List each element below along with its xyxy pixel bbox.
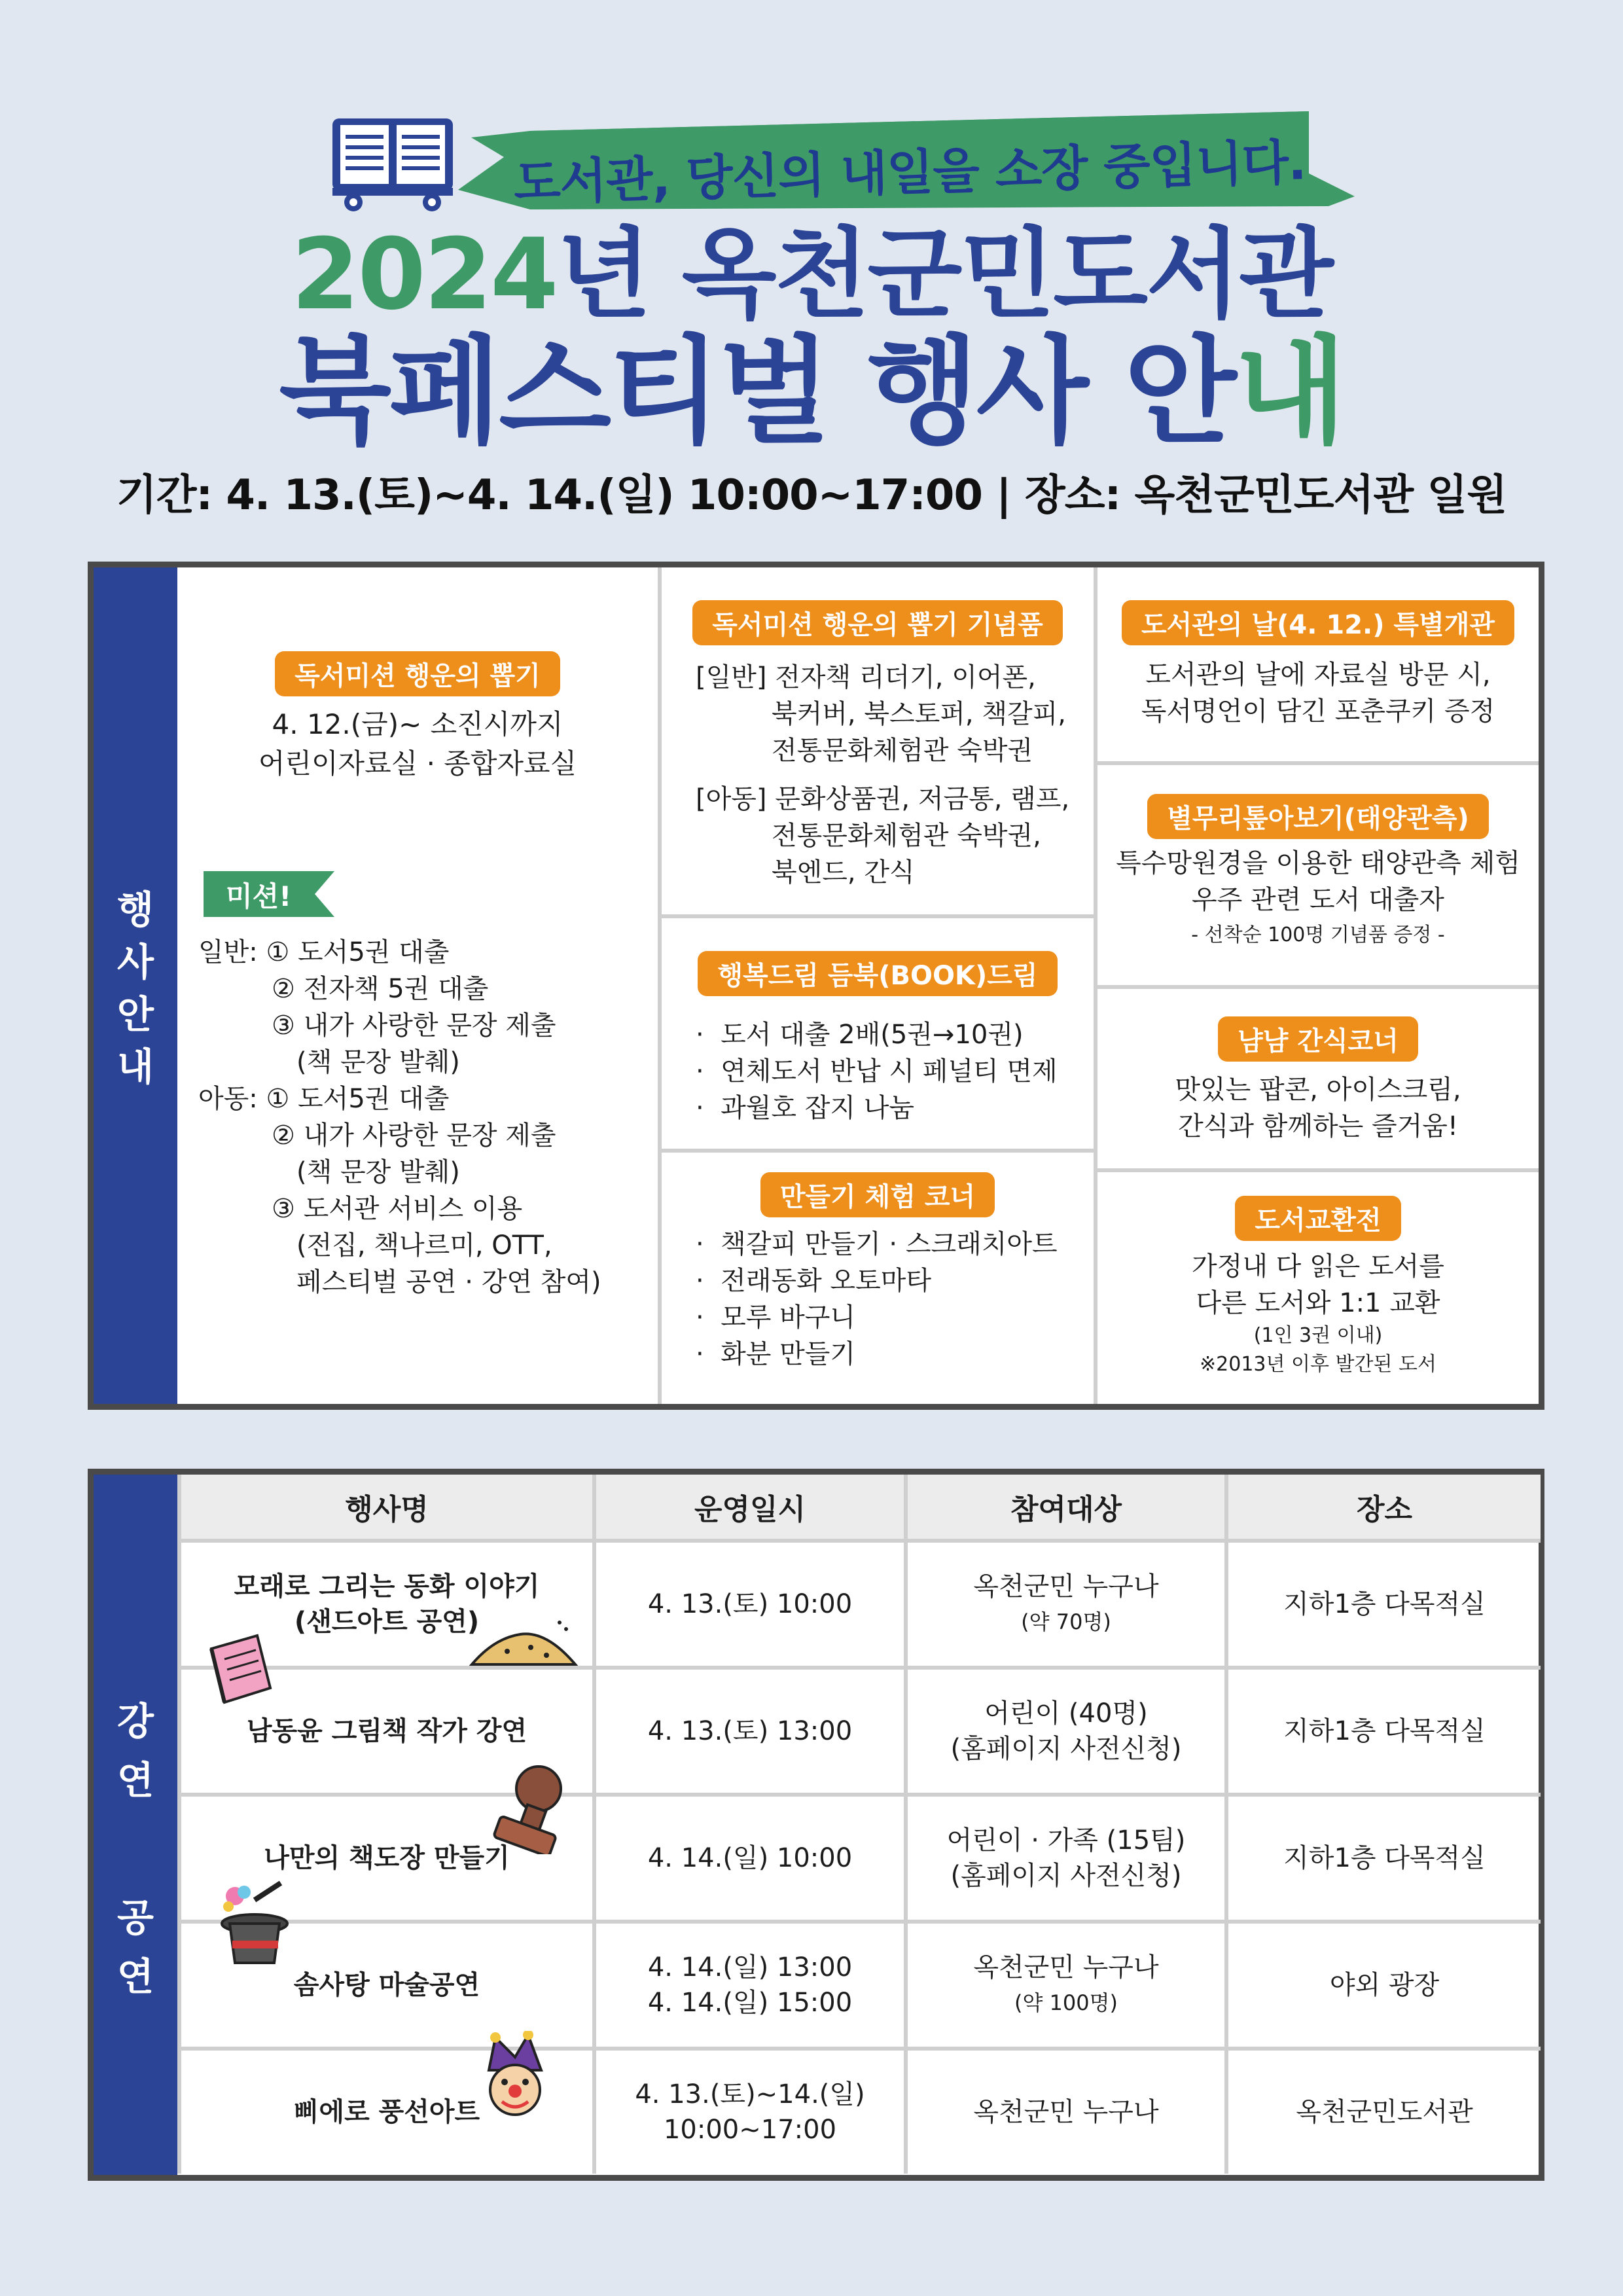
solar-line: 우주 관련 도서 대출자 bbox=[1192, 885, 1444, 915]
header-target: 참여대상 bbox=[906, 1475, 1226, 1541]
lectures-side-label bbox=[94, 1475, 177, 2175]
mission-line: ② 전자책 5권 대출 bbox=[272, 974, 489, 1004]
event-name-sub: (샌드아트 공연) bbox=[294, 1607, 480, 1637]
library-day-line: 독서명언이 담긴 포춘쿠키 증정 bbox=[1141, 696, 1495, 726]
happy-dream-section bbox=[662, 918, 1094, 1149]
header-place: 장소 bbox=[1226, 1475, 1541, 1541]
event-time-cell bbox=[594, 2049, 906, 2174]
book-exchange-title: 도서교환전 bbox=[1235, 1196, 1400, 1241]
event-place: 지하1층 다목적실 bbox=[1226, 1795, 1541, 1922]
lucky-draw-prizes-section bbox=[662, 567, 1094, 914]
mission-line: (전집, 책나르미, OTT, bbox=[296, 1230, 552, 1261]
open-book-icon bbox=[327, 115, 458, 213]
slogan-text: 도서관, 당신의 내일을 소장 중입니다. bbox=[512, 134, 1307, 211]
exchange-line: 가정내 다 읽은 도서를 bbox=[1192, 1251, 1444, 1282]
mission-line: 아동: ① 도서5권 대출 bbox=[198, 1084, 450, 1114]
solar-observation-title: 별무리톺아보기(태양관측) bbox=[1147, 794, 1489, 839]
event-target-note: (홈페이지 사전신청) bbox=[950, 1861, 1182, 1891]
event-name: 남동윤 그림책 작가 강연 bbox=[246, 1716, 527, 1746]
side-char: 안 bbox=[116, 992, 154, 1037]
table-header-row bbox=[179, 1475, 1541, 1541]
happy-dream-title: 행복드림 듬북(BOOK)드림 bbox=[698, 951, 1057, 996]
pink-book-icon bbox=[205, 1629, 283, 1708]
prize-line: [아동] 문화상품권, 저금통, 램프, bbox=[696, 784, 1070, 814]
event-place: 옥천군민도서관 bbox=[1226, 2049, 1541, 2174]
event-guide-panel bbox=[88, 562, 1544, 1410]
prize-line: 전통문화체험관 숙박권 bbox=[772, 736, 1033, 766]
exchange-note: (1인 3권 이내) bbox=[1253, 1324, 1383, 1347]
snack-corner-section bbox=[1097, 989, 1539, 1168]
exchange-line: 다른 도서와 1:1 교환 bbox=[1196, 1288, 1440, 1318]
library-day-title: 도서관의 날(4. 12.) 특별개관 bbox=[1122, 600, 1514, 645]
event-time: 4. 13.(토)~14.(일) bbox=[635, 2079, 865, 2109]
stamp-icon bbox=[486, 1763, 571, 1854]
mission-line: (책 문장 발췌) bbox=[296, 1157, 460, 1187]
event-time: 4. 14.(일) 10:00 bbox=[594, 1795, 906, 1922]
mission-line: ③ 내가 사랑한 문장 제출 bbox=[272, 1011, 556, 1041]
prize-line: 북엔드, 간식 bbox=[772, 857, 915, 888]
title-line-2 bbox=[0, 324, 1623, 459]
exchange-note: ※2013년 이후 발간된 도서 bbox=[1200, 1353, 1436, 1376]
happy-dream-item: · 도서 대출 2배(5권→10권) bbox=[696, 1020, 1024, 1050]
event-time: 10:00~17:00 bbox=[663, 2115, 837, 2145]
header-datetime: 운영일시 bbox=[594, 1475, 906, 1541]
happy-dream-item: · 연체도서 반납 시 페널티 면제 bbox=[696, 1056, 1058, 1086]
solar-note: - 선착순 100명 기념품 증정 - bbox=[1191, 924, 1445, 946]
event-target: 어린이 (40명) bbox=[984, 1698, 1148, 1729]
title-year: 2024 bbox=[291, 218, 557, 332]
snack-line: 간식과 함께하는 즐거움! bbox=[1178, 1111, 1458, 1141]
solar-line: 특수망원경을 이용한 태양관측 체험 bbox=[1116, 848, 1520, 878]
title-last-char: 내 bbox=[1234, 324, 1344, 459]
event-name: 솜사탕 마술공연 bbox=[293, 1970, 480, 2000]
event-place: 지하1층 다목적실 bbox=[1226, 1668, 1541, 1795]
prize-line: 전통문화체험관 숙박권, bbox=[772, 821, 1041, 851]
lucky-draw-section bbox=[177, 567, 658, 1404]
sand-pile-icon bbox=[468, 1619, 579, 1671]
mission-line: ③ 도서관 서비스 이용 bbox=[272, 1194, 523, 1224]
mission-line: 페스티벌 공연 · 강연 참여) bbox=[296, 1267, 601, 1297]
event-time-cell bbox=[594, 1922, 906, 2049]
lucky-draw-title: 독서미션 행운의 뽑기 bbox=[275, 651, 560, 696]
mission-line: ② 내가 사랑한 문장 제출 bbox=[272, 1121, 556, 1151]
event-target: 옥천군민 누구나 bbox=[973, 1952, 1159, 1982]
side-char: 행 bbox=[116, 888, 154, 932]
event-target: 옥천군민 누구나 bbox=[973, 1571, 1159, 1602]
book-exchange-section bbox=[1097, 1172, 1539, 1404]
event-name: 나만의 책도장 만들기 bbox=[264, 1843, 510, 1873]
event-time: 4. 14.(일) 13:00 bbox=[647, 1952, 853, 1982]
event-target: 어린이 · 가족 (15팀) bbox=[946, 1825, 1186, 1856]
event-target-note: (홈페이지 사전신청) bbox=[950, 1734, 1182, 1764]
table-row bbox=[179, 1541, 1541, 1668]
library-day-section bbox=[1097, 567, 1539, 761]
crafts-item: · 전래동화 오토마타 bbox=[696, 1266, 931, 1296]
side-char: 연 bbox=[116, 1954, 154, 1999]
period-location: 기간: 4. 13.(토)~4. 14.(일) 10:00~17:00 | 장소: 옥천군민도서관 일원 bbox=[116, 471, 1507, 520]
snack-line: 맛있는 팝콘, 아이스크림, bbox=[1175, 1075, 1461, 1105]
event-time: 4. 13.(토) 10:00 bbox=[594, 1541, 906, 1668]
table-row bbox=[179, 1668, 1541, 1795]
event-target-sub: (약 100명) bbox=[1014, 1990, 1118, 2015]
lectures-performances-panel bbox=[88, 1469, 1544, 2181]
crafts-section bbox=[662, 1153, 1094, 1404]
side-char: 연 bbox=[116, 1758, 154, 1803]
event-target-sub: (약 70명) bbox=[1021, 1609, 1111, 1634]
event-time: 4. 14.(일) 15:00 bbox=[647, 1988, 853, 2018]
table-row bbox=[179, 1922, 1541, 2049]
side-char: 공 bbox=[116, 1895, 154, 1940]
table-row bbox=[179, 2049, 1541, 2174]
crafts-item: · 화분 만들기 bbox=[696, 1339, 856, 1369]
events-table bbox=[177, 1475, 1541, 2174]
crafts-item: · 책갈피 만들기 · 스크래치아트 bbox=[696, 1229, 1058, 1259]
table-row bbox=[179, 1795, 1541, 1922]
side-char: 사 bbox=[116, 940, 154, 984]
side-char: 내 bbox=[116, 1045, 154, 1089]
event-target: 옥천군민 누구나 bbox=[906, 2049, 1226, 2174]
library-day-line: 도서관의 날에 자료실 방문 시, bbox=[1145, 660, 1491, 690]
happy-dream-item: · 과월호 잡지 나눔 bbox=[696, 1093, 915, 1123]
event-guide-side-label bbox=[94, 567, 177, 1404]
lucky-draw-period: 4. 12.(금)~ 소진시까지 bbox=[272, 708, 563, 740]
solar-observation-section bbox=[1097, 765, 1539, 985]
header-event-name: 행사명 bbox=[179, 1475, 594, 1541]
lucky-draw-location: 어린이자료실 · 종합자료실 bbox=[258, 747, 577, 780]
event-place: 지하1층 다목적실 bbox=[1226, 1541, 1541, 1668]
clown-face-icon bbox=[476, 2031, 561, 2123]
prizes-title: 독서미션 행운의 뽑기 기념품 bbox=[692, 600, 1062, 645]
crafts-title: 만들기 체험 코너 bbox=[760, 1172, 995, 1217]
event-name: 모래로 그리는 동화 이야기 bbox=[234, 1571, 540, 1602]
event-target-cell bbox=[906, 1541, 1226, 1668]
mission-line: (책 문장 발췌) bbox=[296, 1047, 460, 1077]
title-line-1 bbox=[0, 218, 1623, 332]
event-time: 4. 13.(토) 13:00 bbox=[594, 1668, 906, 1795]
event-target-cell bbox=[906, 1922, 1226, 2049]
event-target-cell bbox=[906, 1795, 1226, 1922]
event-place: 야외 광장 bbox=[1226, 1922, 1541, 2049]
side-char: 강 bbox=[116, 1699, 154, 1744]
prize-line: 북커버, 북스토퍼, 책갈피, bbox=[772, 699, 1066, 729]
crafts-item: · 모루 바구니 bbox=[696, 1302, 856, 1333]
event-target-cell bbox=[906, 1668, 1226, 1795]
title-main: 북페스티벌 행사 안 bbox=[279, 324, 1234, 459]
mission-line: 일반: ① 도서5권 대출 bbox=[198, 937, 450, 967]
snack-corner-title: 냠냠 간식코너 bbox=[1218, 1016, 1418, 1062]
mission-tag-label: 미션! bbox=[226, 880, 292, 912]
event-name: 삐에로 풍선아트 bbox=[293, 2097, 480, 2127]
magic-hat-icon bbox=[215, 1880, 294, 1972]
title-name: 년 옥천군민도서관 bbox=[556, 218, 1332, 332]
prize-line: [일반] 전자책 리더기, 이어폰, bbox=[696, 662, 1036, 692]
